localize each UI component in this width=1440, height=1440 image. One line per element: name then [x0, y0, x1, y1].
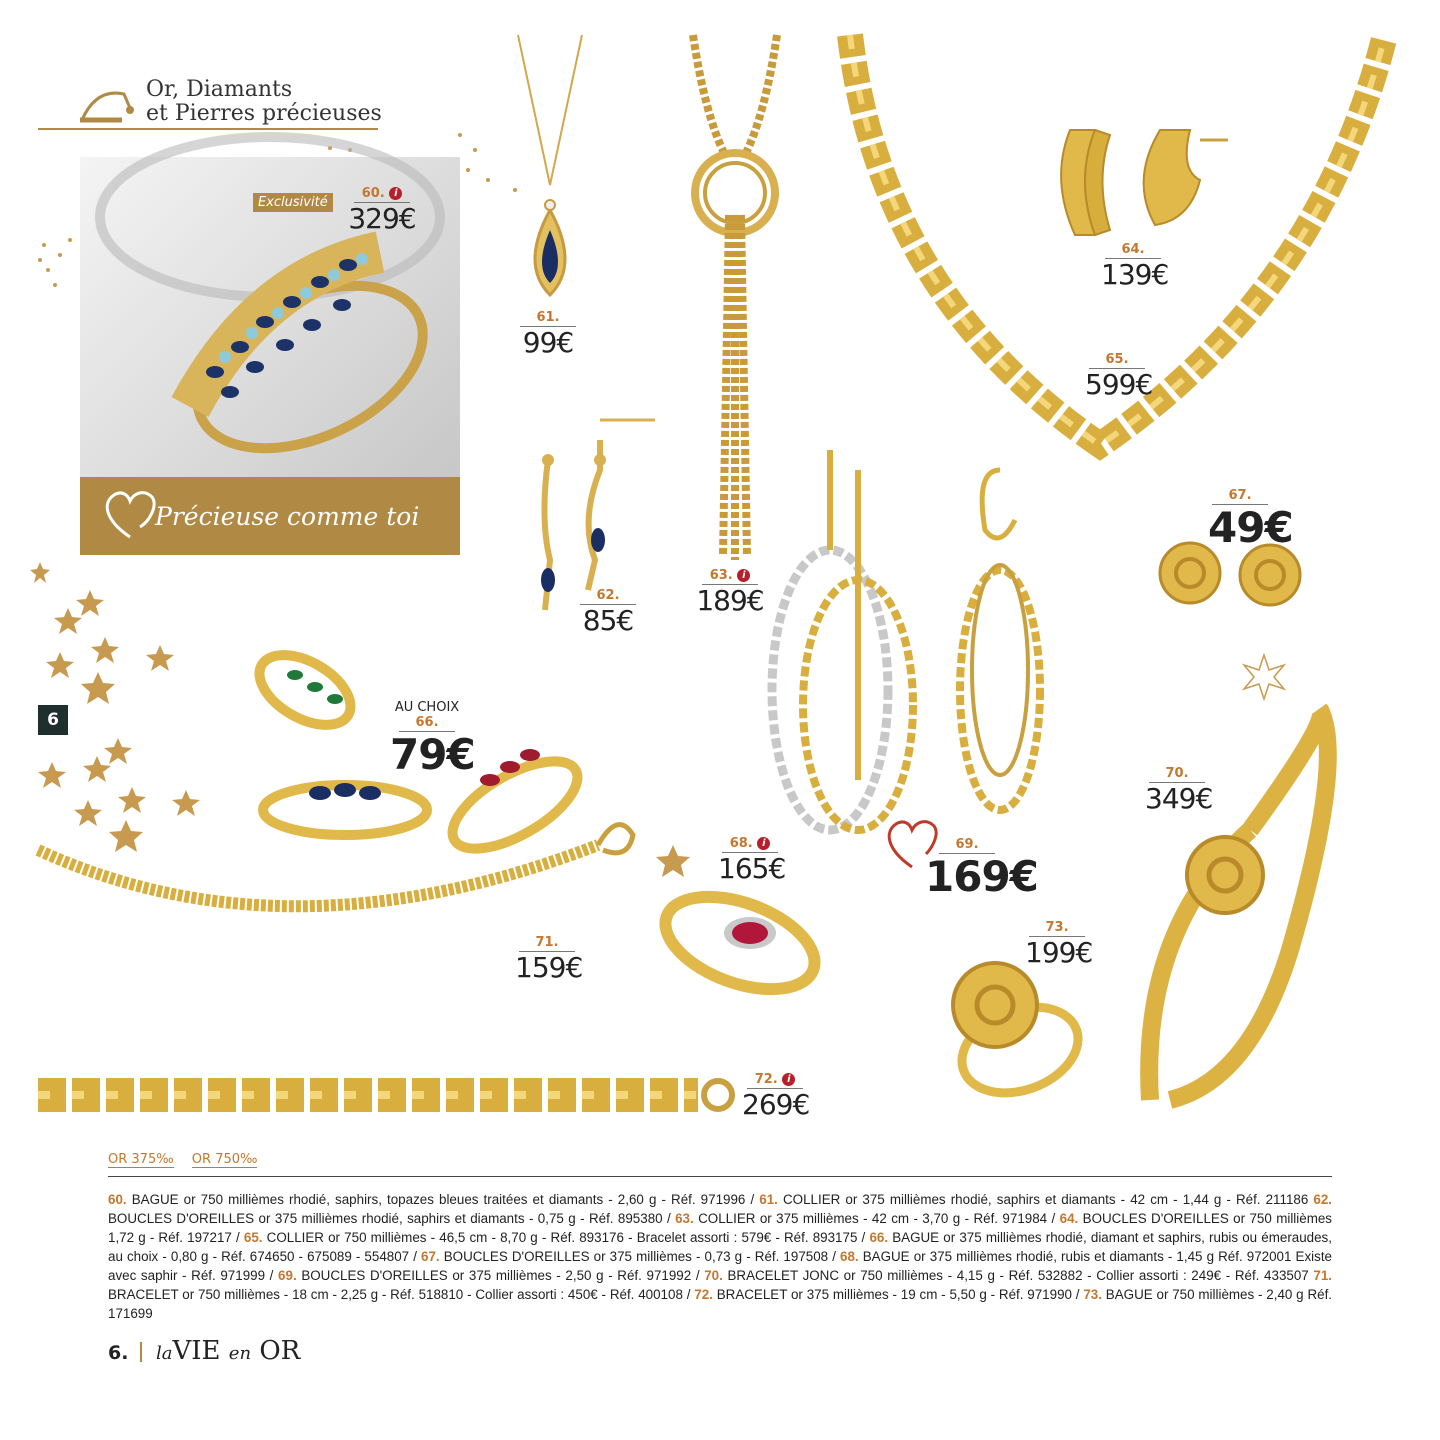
price-amount: 269€	[742, 1088, 810, 1121]
description-number: 68.	[840, 1249, 859, 1264]
hero-slogan: Précieuse comme toi	[155, 502, 420, 531]
footer-page-number: 6.	[108, 1342, 129, 1364]
price-amount: 99€	[522, 326, 574, 359]
price-tag-62[interactable]	[578, 588, 638, 637]
price-amount: 85€	[582, 604, 634, 637]
description-text: COLLIER or 375 millièmes - 42 cm - 3,70 g - Réf. 971984 /	[693, 1211, 1060, 1226]
price-amount: 599€	[1085, 368, 1153, 401]
description-number: 63.	[675, 1211, 694, 1226]
description-text: BRACELET or 375 millièmes - 19 cm - 5,50 g - Réf. 971990 /	[712, 1287, 1084, 1302]
price-amount: 79€	[390, 730, 475, 779]
description-text: BAGUE or 750 millièmes - 2,40 g Réf. 171699	[108, 1287, 1333, 1321]
price-tag-67[interactable]	[1208, 488, 1293, 552]
price-tag-60[interactable]	[347, 186, 417, 235]
brand-vie: VIE	[172, 1336, 221, 1366]
description-number: 64.	[1059, 1211, 1079, 1226]
price-tag-65[interactable]	[1085, 352, 1153, 401]
bracelet-70-image	[1130, 680, 1350, 1110]
price-number: 72.	[754, 1072, 778, 1087]
price-tag-66[interactable]	[390, 700, 475, 779]
info-icon[interactable]: i	[389, 187, 402, 200]
description-text: BOUCLES D'OREILLES or 750 millièmes 1,72 g - Réf. 197217 /	[108, 1211, 1332, 1245]
price-tag-71[interactable]	[515, 935, 583, 984]
price-number: 73.	[1029, 920, 1085, 937]
price-tag-68[interactable]	[718, 836, 786, 885]
price-amount: 139€	[1101, 258, 1169, 291]
price-tag-69[interactable]	[925, 837, 1038, 901]
description-text: COLLIER or 750 millièmes - 46,5 cm - 8,70 g - Réf. 893176 - Bracelet assorti : 579€ - Réf. 893175 /	[262, 1230, 870, 1245]
bracelet-72-image	[38, 1065, 738, 1125]
product-descriptions	[108, 1190, 1332, 1323]
description-text: COLLIER or 375 millièmes rhodié, saphirs et diamants - 42 cm - 1,44 g - Réf. 211186	[777, 1192, 1314, 1207]
brand-or: OR	[259, 1336, 301, 1366]
brand-en: en	[228, 1343, 252, 1364]
price-amount: 169€	[925, 852, 1038, 901]
bracelet-71-image	[38, 805, 638, 955]
price-tag-63[interactable]	[695, 568, 765, 617]
pendant-61-image	[510, 35, 590, 305]
price-amount: 159€	[515, 951, 583, 984]
price-number: 68.	[729, 836, 753, 851]
info-icon[interactable]: i	[757, 837, 770, 850]
christmas-hat-icon	[76, 84, 136, 124]
price-amount: 165€	[718, 852, 786, 885]
price-number: 67.	[1212, 488, 1268, 505]
price-tag-73[interactable]	[1025, 920, 1093, 969]
description-number: 61.	[759, 1192, 778, 1207]
price-number: 69.	[939, 837, 995, 854]
info-icon[interactable]: i	[737, 569, 750, 582]
description-text: BAGUE or 375 millièmes rhodié, rubis et diamants - 1,45 g Réf. 972001 Existe avec saphir - Réf. 971999 /	[108, 1249, 1332, 1283]
description-number: 65.	[243, 1230, 263, 1245]
earrings-64-image	[1050, 120, 1230, 240]
description-number: 66.	[869, 1230, 889, 1245]
exclusivity-badge: Exclusivité	[253, 193, 333, 212]
gold-legend	[108, 1152, 271, 1167]
price-number: 61.	[520, 310, 576, 327]
description-number: 60.	[108, 1192, 127, 1207]
price-amount: 49€	[1208, 503, 1293, 552]
description-text: BRACELET JONC or 750 millièmes - 4,15 g - Réf. 532882 - Collier assorti : 249€ - Réf. 433507	[722, 1268, 1314, 1283]
price-tag-64[interactable]	[1101, 242, 1169, 291]
price-amount: 349€	[1145, 782, 1213, 815]
footer-separator	[140, 1342, 142, 1362]
page-tab: 6	[38, 705, 68, 735]
description-text: BAGUE or 750 millièmes rhodié, saphirs, topazes bleues traitées et diamants - 2,60 g - Réf. 971996 /	[126, 1192, 760, 1207]
header-rule	[38, 128, 378, 130]
price-amount: 189€	[696, 584, 764, 617]
description-text: BOUCLES D'OREILLES or 375 millièmes - 2,50 g - Réf. 971992 /	[296, 1268, 705, 1283]
description-number: 70.	[704, 1268, 723, 1283]
description-number: 71.	[1313, 1268, 1332, 1283]
description-number: 62.	[1313, 1192, 1333, 1207]
ring-68-image	[655, 888, 825, 1018]
description-rule	[108, 1176, 1332, 1177]
price-number: 71.	[519, 935, 575, 952]
description-number: 69.	[278, 1268, 297, 1283]
price-number: 64.	[1105, 242, 1161, 259]
legend-or375: OR 375‰	[108, 1152, 174, 1167]
price-number: 70.	[1149, 766, 1205, 783]
brand-logo	[156, 1336, 300, 1366]
description-text: BAGUE or 375 millièmes rhodié, diamant et saphirs, rubis ou émeraudes, au choix - 0,80 g - Réf. 674650 - 675089 - 554807 /	[108, 1230, 1332, 1264]
heart-icon	[100, 485, 160, 545]
price-number: 66.	[399, 715, 455, 732]
brand-la: la	[156, 1343, 173, 1364]
price-number: 62.	[580, 588, 636, 605]
earrings-69-image	[760, 440, 1050, 840]
price-number: 65.	[1089, 352, 1145, 369]
section-title	[146, 78, 382, 126]
description-text: BRACELET or 750 millièmes - 18 cm - 2,25 g - Réf. 518810 - Collier assorti : 450€ - Réf. 400108 /	[108, 1287, 695, 1302]
section-title-line2: et Pierres précieuses	[146, 101, 382, 126]
price-amount: 199€	[1025, 936, 1093, 969]
description-number: 72.	[694, 1287, 713, 1302]
price-tag-70[interactable]	[1145, 766, 1213, 815]
info-icon[interactable]: i	[782, 1073, 795, 1086]
description-text: BOUCLES D'OREILLES or 375 millièmes - 0,73 g - Réf. 197508 /	[439, 1249, 841, 1264]
ring-73-image	[940, 955, 1090, 1105]
description-number: 73.	[1083, 1287, 1102, 1302]
description-text: BOUCLES D'OREILLES or 375 millièmes rhodié, saphirs et diamants - 0,75 g - Réf. 895380 /	[108, 1211, 676, 1226]
price-number: 63.	[709, 568, 733, 583]
price-prefix: AU CHOIX	[394, 700, 460, 715]
price-number: 60.	[361, 186, 385, 201]
price-tag-61[interactable]	[518, 310, 578, 359]
price-tag-72[interactable]	[742, 1072, 808, 1121]
description-number: 67.	[421, 1249, 440, 1264]
legend-or750: OR 750‰	[191, 1152, 258, 1167]
section-title-line1: Or, Diamants	[146, 77, 293, 102]
price-amount: 329€	[348, 202, 416, 235]
